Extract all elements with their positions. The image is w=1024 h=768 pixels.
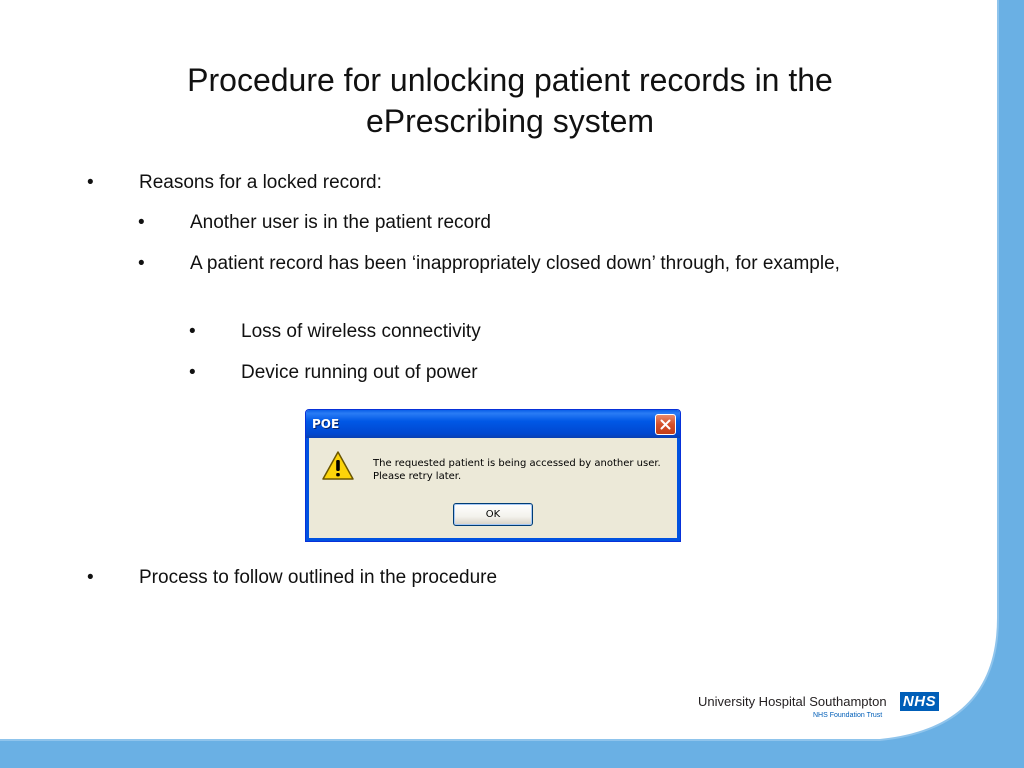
bullet-text: Reasons for a locked record:: [139, 172, 382, 193]
close-button[interactable]: [655, 414, 676, 435]
slide-title: Procedure for unlocking patient records in the ePrescribing system: [187, 62, 833, 139]
dialog-title: POE: [312, 417, 340, 431]
bullet-closed-down: [138, 251, 890, 277]
bullet-wireless: [189, 319, 481, 345]
warning-icon: [321, 450, 355, 482]
bullet-marker: •: [87, 172, 94, 193]
dialog-message: [373, 457, 673, 483]
ok-button[interactable]: OK: [453, 503, 533, 526]
bullet-process: [87, 565, 497, 591]
bullet-reasons: [87, 170, 382, 196]
bullet-marker: •: [138, 212, 145, 233]
bullet-text: Loss of wireless connectivity: [241, 321, 481, 342]
nhs-badge: NHS: [900, 692, 939, 711]
dialog-message-line: Please retry later.: [373, 471, 462, 482]
bullet-text: Device running out of power: [241, 362, 478, 383]
logo-org-name: University Hospital Southampton: [698, 694, 887, 709]
bullet-marker: •: [138, 253, 145, 274]
bullet-power: [189, 360, 478, 386]
bullet-marker: •: [189, 362, 196, 383]
dialog-body: [306, 438, 680, 541]
nhs-logo: [698, 692, 940, 722]
logo-trust-name: NHS Foundation Trust: [813, 712, 883, 719]
dialog-titlebar: [306, 410, 680, 438]
bullet-another-user: [138, 210, 491, 236]
bullet-text: A patient record has been ‘inappropriately closed down’ through, for example,: [190, 253, 840, 274]
dialog-message-line: The requested patient is being accessed by another user.: [373, 458, 661, 469]
bullet-text: Process to follow outlined in the procedure: [139, 567, 498, 588]
bullet-marker: •: [87, 567, 94, 588]
bullet-marker: •: [189, 321, 196, 342]
poe-dialog-screenshot: [305, 409, 681, 542]
close-icon: [660, 419, 671, 430]
bullet-text: Another user is in the patient record: [190, 212, 492, 233]
